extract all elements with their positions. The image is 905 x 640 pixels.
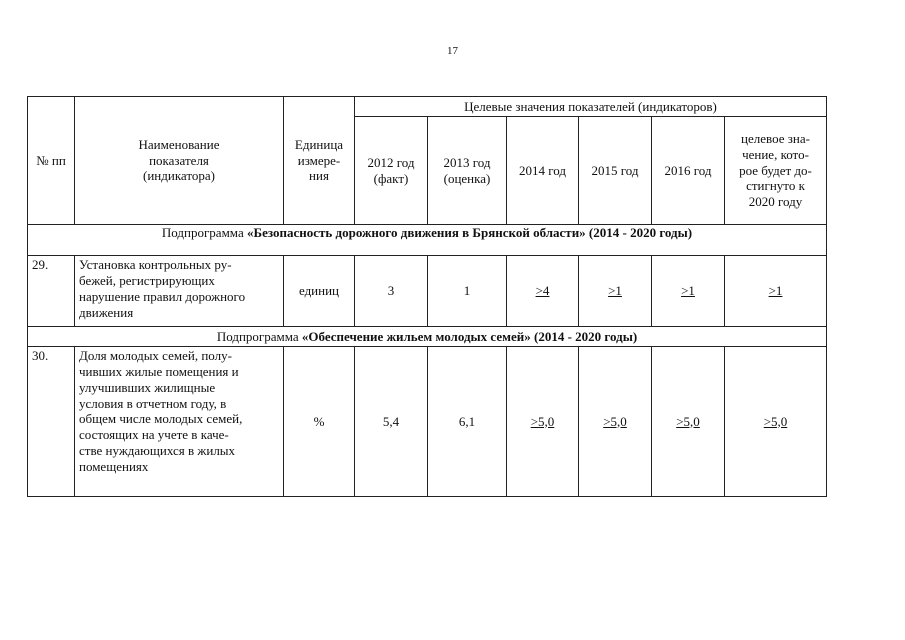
unit-cell: единиц bbox=[284, 256, 355, 327]
header-name: Наименование показателя (индикатора) bbox=[75, 97, 284, 225]
indicators-table bbox=[27, 96, 827, 497]
value-2014: >5,0 bbox=[507, 347, 579, 497]
value-2015: >1 bbox=[579, 256, 652, 327]
header-year-2016: 2016 год bbox=[652, 117, 725, 225]
value-2013: 1 bbox=[428, 256, 507, 327]
value-2016: >5,0 bbox=[652, 347, 725, 497]
value-target-2020: >5,0 bbox=[725, 347, 827, 497]
row-number: 29. bbox=[28, 256, 75, 327]
header-year-2015: 2015 год bbox=[579, 117, 652, 225]
header-target-2020: целевое зна- чение, кото- рое будет до- стигнуто к 2020 году bbox=[725, 117, 827, 225]
value-2012: 5,4 bbox=[355, 347, 428, 497]
value-2012: 3 bbox=[355, 256, 428, 327]
indicator-name: Доля молодых семей, полу- чивших жилые помещения и улучшивших жилищные условия в отчетном году, в общем числе молодых семей, состоящих на учете в каче- стве нуждающихся в жилых помещениях bbox=[75, 347, 284, 497]
value-2015: >5,0 bbox=[579, 347, 652, 497]
header-target-group: Целевые значения показателей (индикаторов) bbox=[355, 97, 827, 117]
subprogram-heading: Подпрограмма «Обеспечение жильем молодых семей» (2014 - 2020 годы) bbox=[28, 327, 827, 347]
header-year-2012: 2012 год (факт) bbox=[355, 117, 428, 225]
header-year-2013: 2013 год (оценка) bbox=[428, 117, 507, 225]
header-year-2014: 2014 год bbox=[507, 117, 579, 225]
value-2016: >1 bbox=[652, 256, 725, 327]
header-num: № пп bbox=[28, 97, 75, 225]
value-2013: 6,1 bbox=[428, 347, 507, 497]
indicator-name: Установка контрольных ру- бежей, регистрирующих нарушение правил дорожного движения bbox=[75, 256, 284, 327]
value-2014: >4 bbox=[507, 256, 579, 327]
page-number: 17 bbox=[447, 45, 458, 57]
header-unit: Единица измере- ния bbox=[284, 97, 355, 225]
subprogram-heading: Подпрограмма «Безопасность дорожного движения в Брянской области» (2014 - 2020 годы) bbox=[28, 225, 827, 256]
row-number: 30. bbox=[28, 347, 75, 497]
unit-cell: % bbox=[284, 347, 355, 497]
value-target-2020: >1 bbox=[725, 256, 827, 327]
